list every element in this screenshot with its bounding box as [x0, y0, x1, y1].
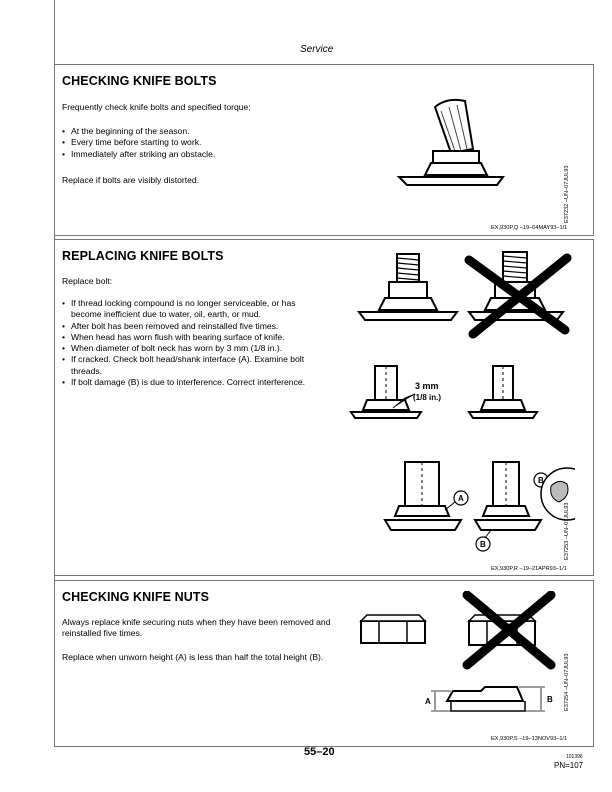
bolt-replacement-illustration: [345, 248, 575, 553]
callout-b-detail-label: B: [538, 476, 544, 485]
section-checking-knife-bolts: [54, 64, 594, 236]
note-text: Replace if bolts are visibly distorted.: [62, 175, 200, 185]
list-item: • Immediately after striking an obstacle.: [62, 149, 322, 160]
figure-code: E37232 –UN–07JUL93: [564, 165, 570, 223]
list-item: • If thread locking compound is no longer serviceable, or has become inefficient due to water, oil, earth, or mud.: [62, 298, 324, 321]
intro-text: Replace bolt:: [62, 276, 113, 286]
dimension-mm-label: 3 mm: [415, 381, 439, 391]
section-replacing-knife-bolts: [54, 239, 594, 576]
footer-small-code: 101396: [566, 754, 583, 760]
callout-a-label: A: [458, 494, 464, 503]
section-title: REPLACING KNIFE BOLTS: [62, 249, 224, 263]
list-item: • When head has worn flush with bearing surface of knife.: [62, 332, 324, 343]
reference-code: EX,930P,Q –19–04MAY93–1/1: [491, 225, 568, 231]
knife-nut-illustration: [355, 591, 565, 726]
page-number: 55–20: [304, 746, 335, 758]
intro-text: Frequently check knife bolts and specified torque:: [62, 102, 251, 112]
dimension-inch-label: (1/8 in.): [413, 393, 442, 402]
height-b-label: B: [547, 695, 553, 704]
nut-good: [361, 615, 425, 643]
knife-bolt-illustration: [395, 93, 505, 198]
reference-bolt: [469, 366, 537, 418]
list-item: • Every time before starting to work.: [62, 137, 322, 148]
section-title: CHECKING KNIFE NUTS: [62, 590, 210, 604]
list-item: • If cracked. Check bolt head/shank interface (A). Examine bolt threads.: [62, 354, 324, 377]
part-number: PN=107: [554, 761, 584, 770]
reference-code: EX,930P,S –19–13NOV93–1/1: [491, 736, 568, 742]
section-title: CHECKING KNIFE BOLTS: [62, 74, 217, 88]
list-item: • When diameter of bolt neck has worn by 3 mm (1/8 in.).: [62, 343, 324, 354]
threaded-bolt-good: [359, 254, 457, 320]
figure-code: E37253 –UN–07JUL93: [564, 502, 570, 560]
height-a-label: A: [425, 697, 431, 706]
paragraph-two: Replace when unworn height (A) is less than half the total height (B).: [62, 652, 324, 662]
nut-height-diagram: [425, 687, 553, 711]
list-item: • At the beginning of the season.: [62, 126, 322, 137]
bolt-interface-a: [385, 462, 468, 530]
list-item: • After bolt has been removed and reinstalled five times.: [62, 321, 324, 332]
worn-bolt: [351, 366, 441, 418]
paragraph-one: Always replace knife securing nuts when they have been removed and reinstalled five times.: [62, 617, 331, 639]
threaded-bolt-rejected: [469, 252, 567, 334]
section-checking-knife-nuts: [54, 580, 594, 747]
callout-b-label: B: [480, 540, 486, 549]
figure-code: E37254 –UN–07JUL93: [564, 653, 570, 711]
bullet-list: [62, 126, 322, 160]
running-header: Service: [300, 44, 334, 55]
bullet-list: [62, 298, 324, 388]
reference-code: EX,930P,R –19–21APR93–1/1: [491, 566, 567, 572]
bolt-damage-b: [475, 462, 575, 551]
list-item: • If bolt damage (B) is due to interference. Correct interference.: [62, 377, 324, 388]
nut-rejected: [467, 595, 551, 665]
